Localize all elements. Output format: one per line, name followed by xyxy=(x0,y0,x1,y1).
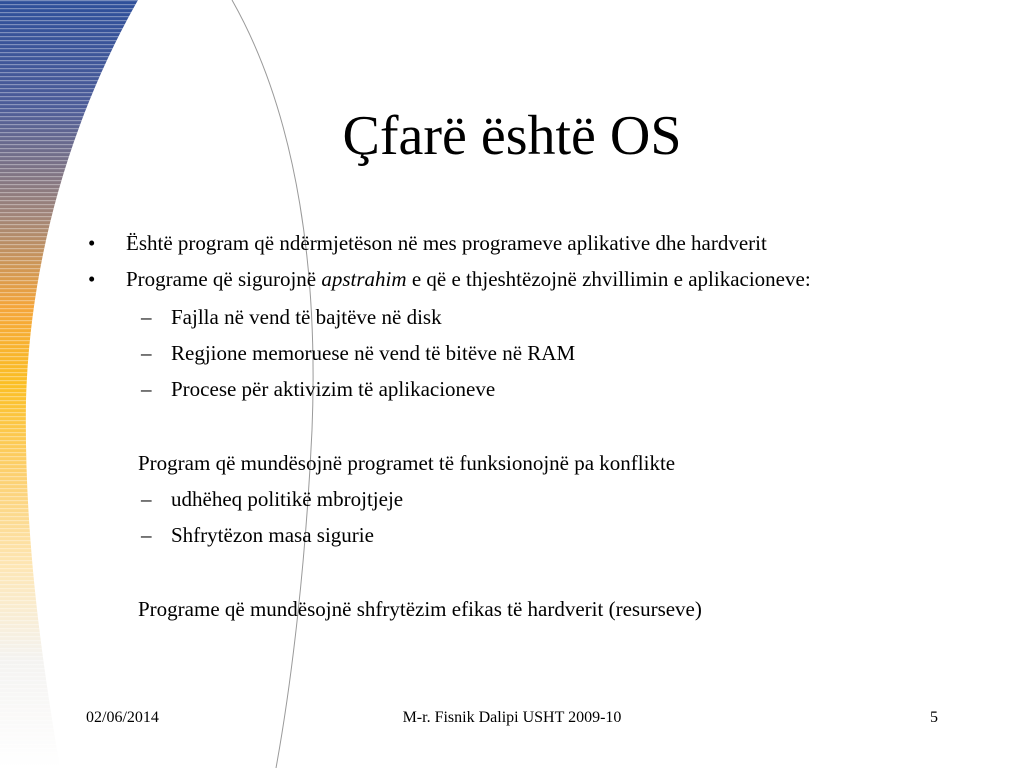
slide-body xyxy=(86,227,956,627)
footer-author: M-r. Fisnik Dalipi USHT 2009-10 xyxy=(402,709,622,726)
bullet-item xyxy=(86,227,956,259)
bullet-text-before: Programe që sigurojnë xyxy=(126,267,322,291)
footer-date: 02/06/2014 xyxy=(86,709,159,726)
dash-marker: – xyxy=(141,523,152,547)
bullet-emphasis: apstrahim xyxy=(321,267,407,291)
sub-item xyxy=(86,517,956,553)
sub-item xyxy=(86,335,956,371)
spacer xyxy=(86,407,956,445)
sub-item xyxy=(86,371,956,407)
slide-title: Çfarë është OS xyxy=(342,105,682,167)
dash-marker: – xyxy=(141,487,152,511)
dash-marker: – xyxy=(141,305,152,329)
bullet-text: Është program që ndërmjetëson në mes programeve aplikative dhe hardverit xyxy=(126,231,767,255)
dash-marker: – xyxy=(141,377,152,401)
dash-marker: – xyxy=(141,341,152,365)
sub-item xyxy=(86,299,956,335)
sub-item-text: Shfrytëzon masa sigurie xyxy=(171,523,374,547)
paragraph: Program që mundësojnë programet të funksionojnë pa konflikte xyxy=(138,451,676,475)
bullet-marker: • xyxy=(88,231,96,255)
sub-item-text: udhëheq politikë mbrojtjeje xyxy=(171,487,404,511)
sub-item xyxy=(86,481,956,517)
paragraph: Programe që mundësojnë shfrytëzim efikas të hardverit (resurseve) xyxy=(138,597,702,621)
spacer xyxy=(86,553,956,591)
bullet-marker: • xyxy=(88,267,96,291)
sub-item-text: Procese për aktivizim të aplikacioneve xyxy=(171,377,496,401)
bullet-item xyxy=(86,263,956,295)
page-number: 5 xyxy=(930,709,938,726)
bullet-text-after: e që e thjeshtëzojnë zhvillimin e aplikacioneve: xyxy=(406,267,811,291)
sub-item-text: Regjione memoruese në vend të bitëve në RAM xyxy=(171,341,576,365)
sub-item-text: Fajlla në vend të bajtëve në disk xyxy=(171,305,442,329)
